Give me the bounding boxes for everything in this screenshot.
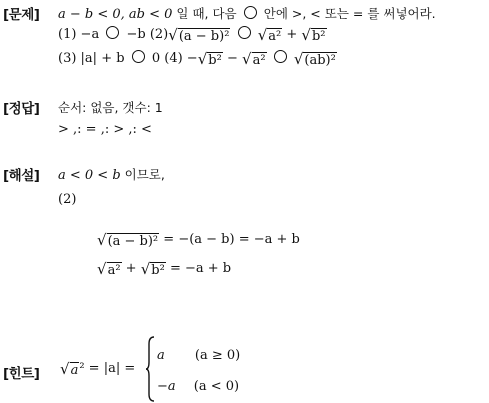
plus-sign: + xyxy=(286,27,298,42)
problem-line-2 xyxy=(58,26,327,44)
item-1-left: (1) −a xyxy=(58,27,100,42)
sqrt-expression: √ a² xyxy=(97,260,121,278)
sqrt-expression: √ b² xyxy=(140,260,165,278)
condition-math: a − b < 0, ab < 0 xyxy=(58,7,173,22)
equation-1-rest: = −(a − b) = −a + b xyxy=(159,232,300,247)
equation-1 xyxy=(97,232,300,249)
case-2-condition: (a < 0) xyxy=(193,379,240,394)
case-1 xyxy=(157,348,240,363)
sqrt-expression: √ (a − b)² xyxy=(168,26,230,44)
instruction-text: 안에 >, < 또는 = 를 써넣어라. xyxy=(259,6,436,21)
blank-circle-icon xyxy=(132,50,145,63)
left-brace-icon xyxy=(145,336,155,402)
case-1-value: a xyxy=(157,348,165,363)
item-2-label: (2) xyxy=(149,27,169,42)
explanation-line-2: (2) xyxy=(58,192,77,207)
sqrt-expression: √ a xyxy=(60,360,79,378)
equation-2-rest: = −a + b xyxy=(165,261,232,276)
explanation-text: 이므로, xyxy=(120,167,165,182)
sqrt-expression: √ b² xyxy=(301,26,326,44)
answer-line-1: 순서: 없음, 갯수: 1 xyxy=(58,100,163,115)
blank-circle-icon xyxy=(274,50,287,63)
sqrt-expression: √ b² xyxy=(197,50,222,68)
case-2-value: −a xyxy=(157,379,176,394)
item-1-right: −b xyxy=(126,27,146,42)
item-4-label: (4) − xyxy=(164,51,198,66)
plus-sign: + xyxy=(121,261,141,276)
condition-text: 일 때, 다음 xyxy=(172,6,237,21)
blank-circle-icon xyxy=(238,26,251,39)
problem-line-1 xyxy=(58,4,436,22)
sqrt-expression: √ (a − b)² xyxy=(97,231,159,249)
sqrt-expression: √ (ab)² xyxy=(293,50,336,68)
sqrt-expression: √ a² xyxy=(242,50,266,68)
blank-circle-icon xyxy=(244,6,257,19)
item-3-left: (3) |a| + b xyxy=(58,51,125,66)
explanation-tag: [해설] xyxy=(3,168,40,184)
problem-line-3 xyxy=(58,50,337,68)
case-1-condition: (a ≥ 0) xyxy=(194,348,241,363)
hint-lhs xyxy=(60,361,135,378)
sqrt-expression: √ a² xyxy=(257,26,282,44)
equation-2 xyxy=(97,261,231,278)
explanation-line-1 xyxy=(58,165,165,183)
explanation-math: a < 0 < b xyxy=(58,168,121,183)
hint-tag: [힌트] xyxy=(3,366,40,382)
answer-line-2: > ,: = ,: > ,: < xyxy=(58,122,152,137)
hint-lhs-rest: ² = |a| = xyxy=(79,361,136,376)
case-2 xyxy=(157,379,239,394)
answer-tag: [정답] xyxy=(3,101,40,117)
minus-sign: − xyxy=(226,51,238,66)
blank-circle-icon xyxy=(106,26,119,39)
problem-tag: [문제] xyxy=(3,7,40,23)
item-3-right: 0 xyxy=(151,51,161,66)
